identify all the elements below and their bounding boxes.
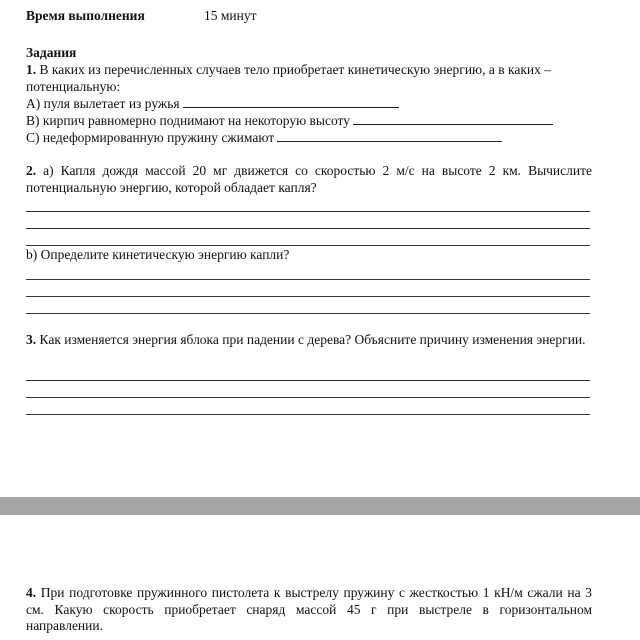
- question-3-text: Как изменяется энергия яблока при падении с дерева? Объясните причину изменения энергии.: [39, 332, 586, 347]
- question-2a-text: a) Капля дождя массой 20 мг движется со скоростью 2 м/с на высоте 2 км. Вычислите потенциальную энергию, которой обладает капля?: [26, 163, 593, 195]
- answer-blank-c[interactable]: [277, 129, 502, 142]
- question-1-number: 1.: [26, 62, 37, 77]
- option-b-label: B) кирпич равномерно поднимают на некоторую высоту: [26, 113, 351, 128]
- question-1-option-a: [26, 95, 399, 113]
- tasks-heading: Задания: [26, 45, 77, 60]
- option-c-label: C) недеформированную пружину сжимают: [26, 130, 275, 145]
- page-separator: [0, 497, 640, 515]
- question-3-number: 3.: [26, 332, 37, 347]
- question-2a: [26, 163, 592, 196]
- answer-line[interactable]: [26, 380, 590, 381]
- question-2-number: 2.: [26, 163, 37, 178]
- time-label: Время выполнения: [26, 8, 145, 23]
- question-1: [26, 62, 592, 95]
- option-a-label: A) пуля вылетает из ружья: [26, 96, 180, 111]
- answer-line[interactable]: [26, 211, 590, 212]
- time-value: 15 минут: [204, 8, 257, 23]
- question-1-option-b: [26, 112, 553, 130]
- question-1-text: В каких из перечисленных случаев тело приобретает кинетическую энергию, а в каких – потенциальную:: [26, 62, 551, 94]
- answer-line[interactable]: [26, 245, 590, 246]
- answer-blank-b[interactable]: [353, 112, 553, 125]
- answer-line[interactable]: [26, 228, 590, 229]
- question-2b-text: b) Определите кинетическую энергию капли?: [26, 247, 290, 262]
- answer-line[interactable]: [26, 414, 590, 415]
- answer-line[interactable]: [26, 296, 590, 297]
- answer-line[interactable]: [26, 397, 590, 398]
- answer-line[interactable]: [26, 279, 590, 280]
- question-4: [26, 585, 592, 635]
- answer-blank-a[interactable]: [183, 95, 399, 108]
- question-4-text: При подготовке пружинного пистолета к выстрелу пружину с жесткостью 1 кН/м сжали на 3 см. Какую скорость приобретает снаряд массой 45 г при выстреле в горизонтальном направлении.: [26, 585, 593, 633]
- question-1-option-c: [26, 129, 502, 147]
- question-4-number: 4.: [26, 585, 37, 600]
- question-3: [26, 332, 592, 349]
- answer-line[interactable]: [26, 313, 590, 314]
